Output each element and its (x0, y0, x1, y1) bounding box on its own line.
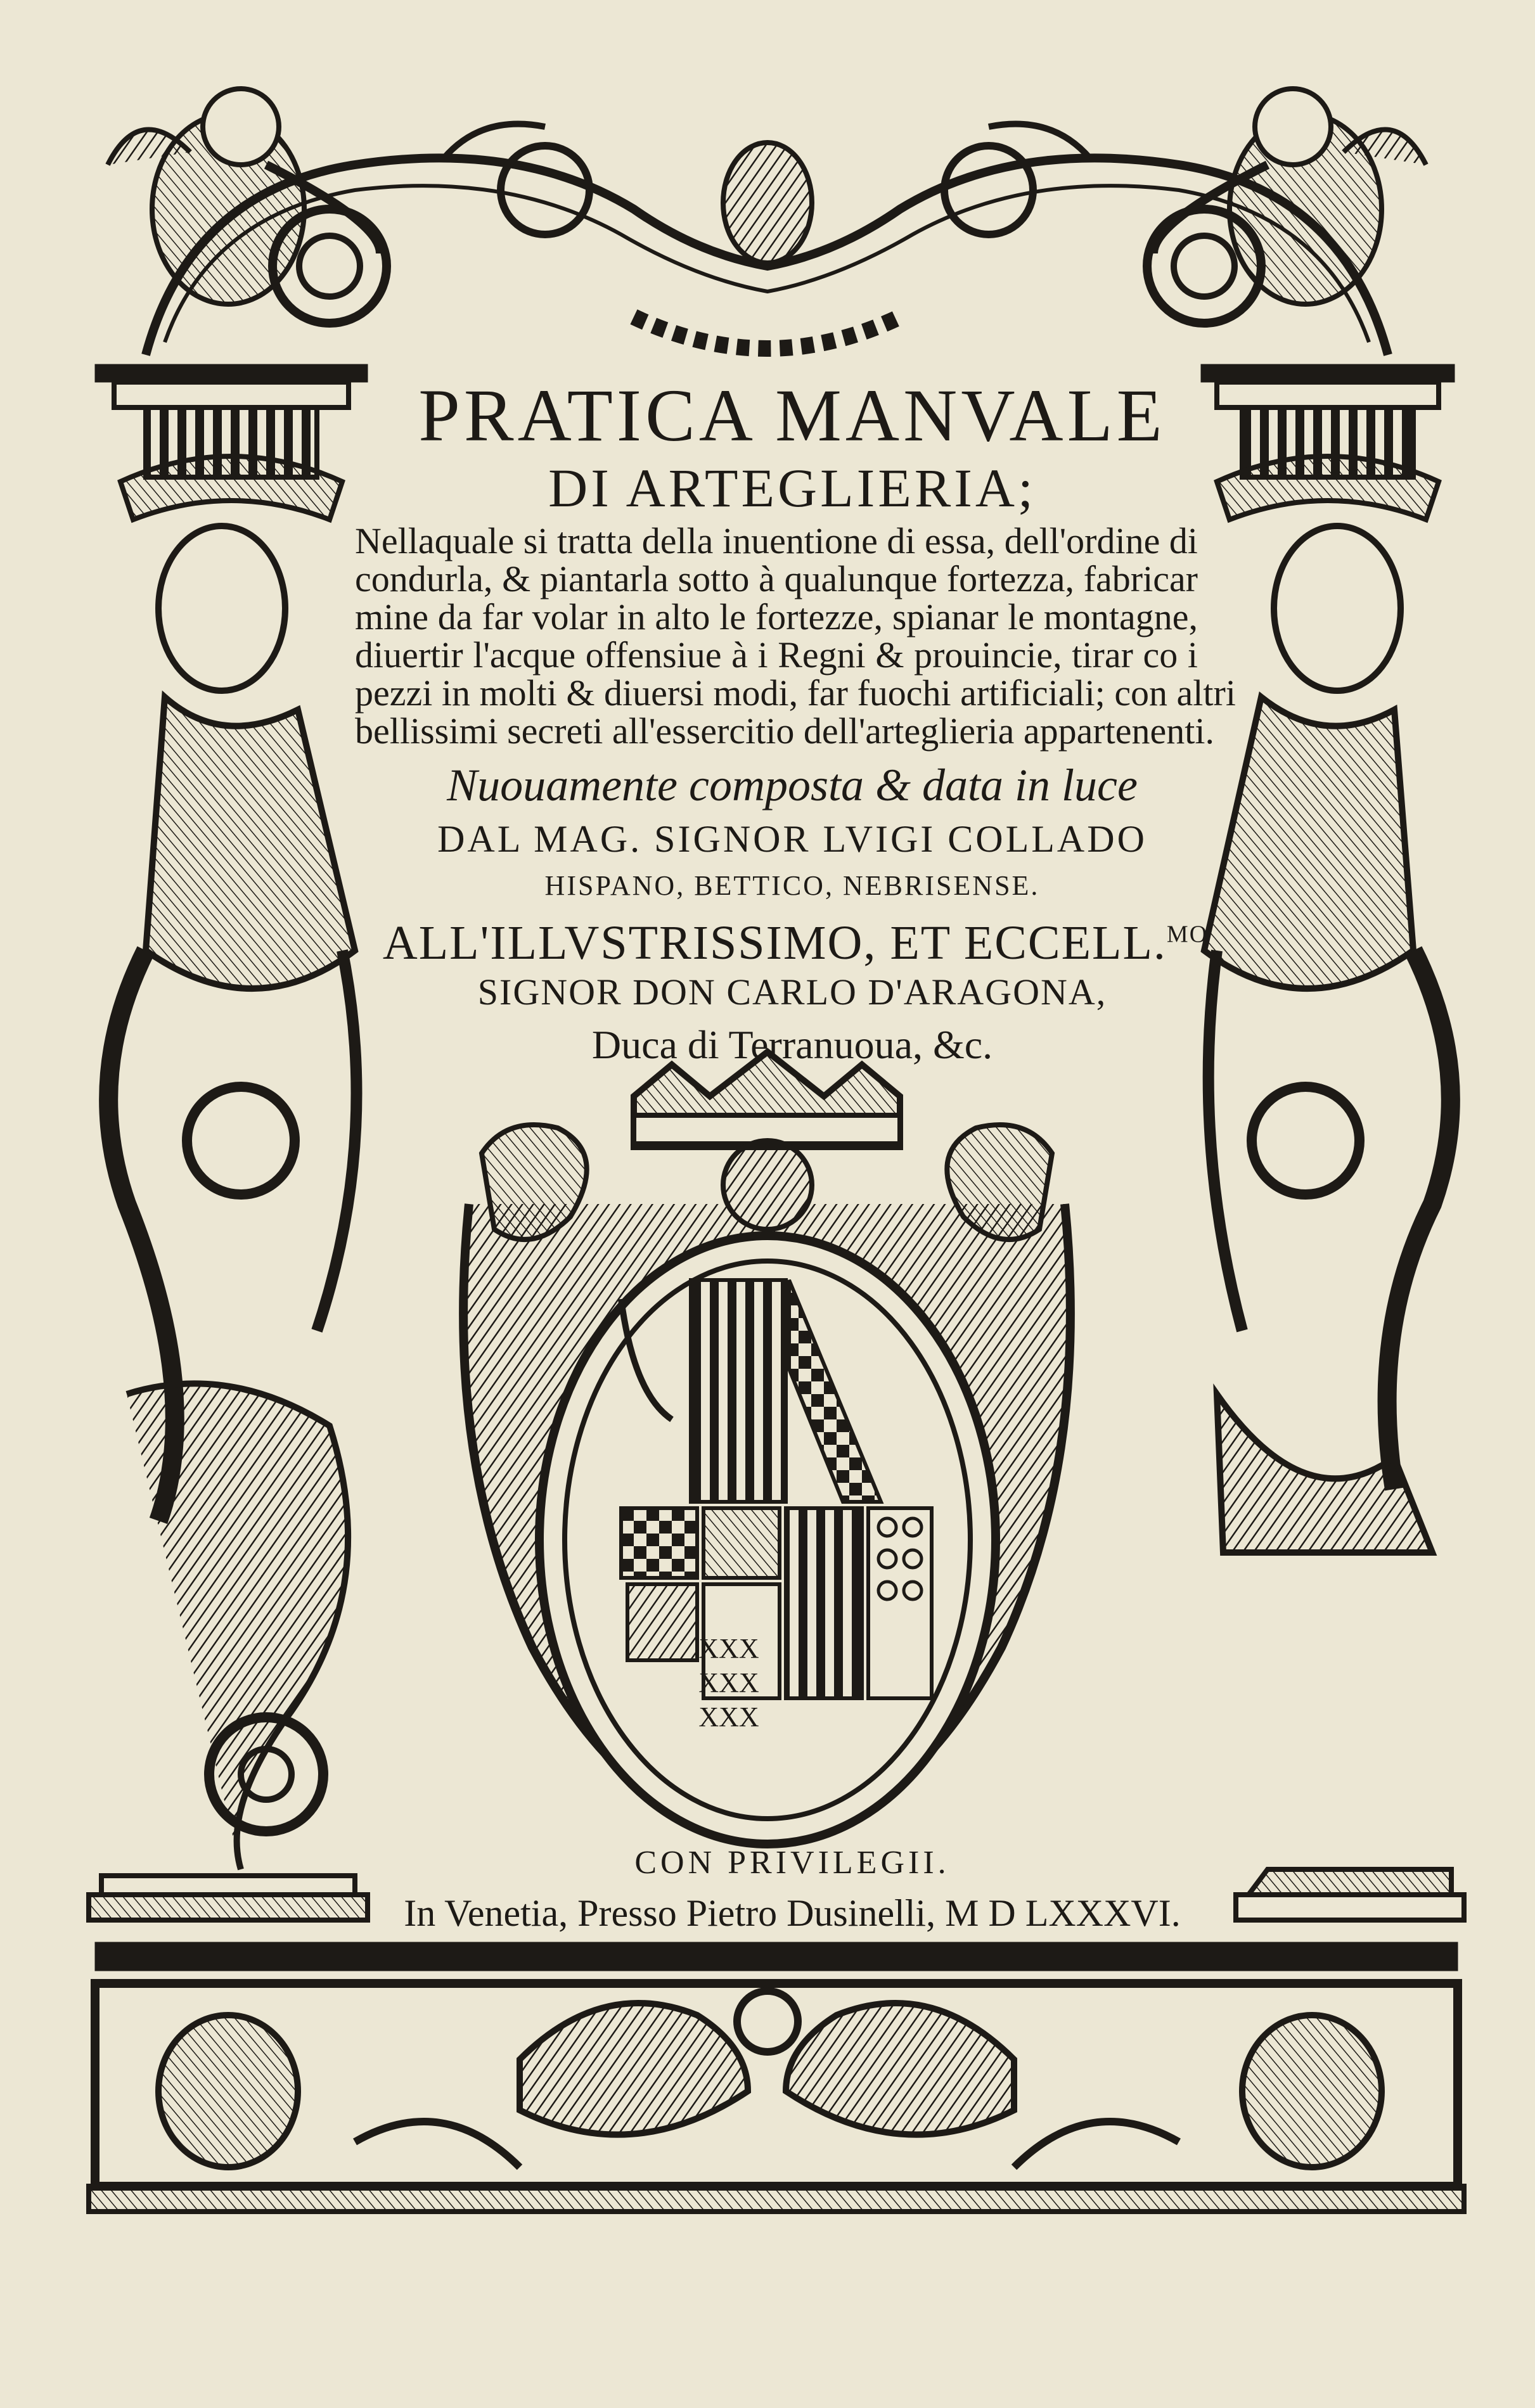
cherub-top-left (108, 89, 380, 304)
dedication-line-3: Duca di Terranuoua, &c. (591, 1022, 993, 1067)
description-line: bellissimi secreti all'essercitio dell'arteglieria appartenenti. (355, 710, 1214, 752)
dedication-line-2: SIGNOR DON CARLO D'ARAGONA, (477, 971, 1107, 1013)
bottom-frieze (89, 1942, 1464, 2212)
imprint-line: In Venetia, Presso Pietro Dusinelli, M D LXXXVI. (404, 1892, 1181, 1934)
description-line: condurla, & piantarla sotto à qualunque fortezza, fabricar (355, 558, 1198, 599)
right-caryatid (1201, 364, 1464, 1920)
cross-row: XXX (698, 1633, 759, 1664)
description-line: Nellaquale si tratta della inuentione di essa, dell'ordine di (355, 520, 1198, 561)
novelty-line: Nuouamente composta & data in luce (447, 760, 1138, 810)
cherub-top-right (1153, 89, 1426, 304)
privilege-line: CON PRIVILEGII. (634, 1845, 950, 1881)
author-origin: HISPANO, BETTICO, NEBRISENSE. (544, 870, 1040, 901)
left-caryatid (89, 364, 368, 1920)
dedication-line-1 (361, 916, 1230, 971)
dedication-superscript: MO (1166, 921, 1209, 948)
main-title: PRATICA MANVALE (418, 374, 1166, 457)
cross-row: XXX (698, 1701, 759, 1732)
cross-row: XXX (698, 1667, 759, 1698)
author-name: DAL MAG. SIGNOR LVIGI COLLADO (437, 818, 1147, 860)
coat-of-arms-crosses (672, 1629, 786, 1736)
subtitle: DI ARTEGLIERIA; (548, 458, 1036, 518)
description-line: diuertir l'acque offensiue à i Regni & prouincie, tirar co i (355, 634, 1198, 676)
dedication-text: ALL'ILLVSTRISSIMO, ET ECCELL. (382, 916, 1167, 970)
description-line: pezzi in molti & diuersi modi, far fuochi artificiali; con altri (355, 672, 1236, 714)
top-frieze (146, 124, 1388, 355)
description-line: mine da far volar in alto le fortezze, spianar le montagne, (355, 596, 1198, 637)
